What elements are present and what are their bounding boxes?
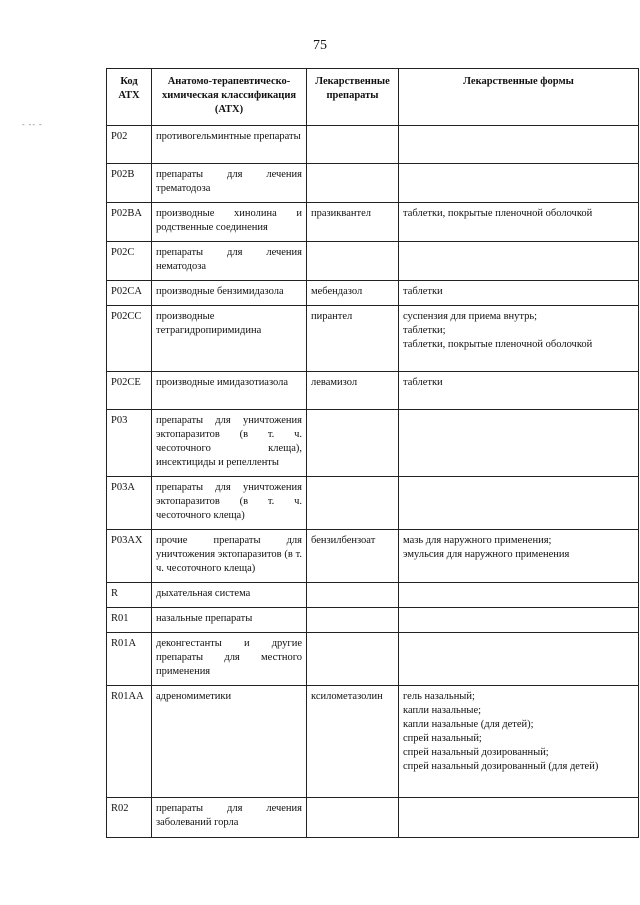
cell-code: P02CA	[107, 281, 152, 306]
table-row	[107, 798, 639, 838]
cell-forms	[399, 203, 639, 242]
dosage-form: таблетки;	[403, 325, 446, 336]
cell-forms	[399, 798, 639, 838]
dosage-form: спрей назальный дозированный;	[403, 747, 549, 758]
header-drugs: Лекарственные препараты	[307, 69, 399, 126]
cell-forms	[399, 608, 639, 633]
dosage-form: спрей назальный;	[403, 733, 482, 744]
cell-atc-name: производные хинолина и родственные соединения	[152, 203, 307, 242]
dosage-form: таблетки	[403, 377, 443, 388]
cell-code: R01A	[107, 633, 152, 686]
cell-atc-name: препараты для уничтожения эктопаразитов (в т. ч. чесоточного клеща)	[152, 477, 307, 530]
cell-code: P03AX	[107, 530, 152, 583]
scan-mark-left: - -- -	[22, 120, 43, 129]
dosage-form: спрей назальный дозированный (для детей)	[403, 761, 599, 772]
cell-atc-name: производные имидазотиазола	[152, 372, 307, 410]
cell-code: P02B	[107, 164, 152, 203]
cell-code: R01	[107, 608, 152, 633]
header-code: Код АТХ	[107, 69, 152, 126]
cell-code: P02	[107, 126, 152, 164]
cell-atc-name: адреномиметики	[152, 686, 307, 798]
cell-atc-name: препараты для уничтожения эктопаразитов (в т. ч. чесоточного клеща), инсектициды и репелленты	[152, 410, 307, 477]
dosage-form: таблетки, покрытые пленочной оболочкой	[403, 339, 593, 350]
cell-drug	[307, 633, 399, 686]
table-row	[107, 306, 639, 372]
cell-forms	[399, 530, 639, 583]
cell-drug: мебендазол	[307, 281, 399, 306]
table-row	[107, 164, 639, 203]
table-row	[107, 477, 639, 530]
cell-atc-name: прочие препараты для уничтожения эктопаразитов (в т. ч. чесоточного клеща)	[152, 530, 307, 583]
table-row	[107, 530, 639, 583]
header-forms: Лекарственные формы	[399, 69, 639, 126]
cell-drug	[307, 126, 399, 164]
table-row	[107, 583, 639, 608]
table-row	[107, 410, 639, 477]
dosage-form: таблетки, покрытые пленочной оболочкой	[403, 208, 593, 219]
cell-atc-name: препараты для лечения заболеваний горла	[152, 798, 307, 838]
dosage-form: гель назальный;	[403, 691, 475, 702]
cell-code: P03A	[107, 477, 152, 530]
dosage-form: капли назальные (для детей);	[403, 719, 534, 730]
cell-forms	[399, 633, 639, 686]
cell-atc-name: противогельминтные препараты	[152, 126, 307, 164]
atc-table	[106, 68, 639, 838]
cell-atc-name: препараты для лечения трематодоза	[152, 164, 307, 203]
cell-forms	[399, 242, 639, 281]
cell-atc-name: производные тетрагидропиримидина	[152, 306, 307, 372]
cell-code: P02C	[107, 242, 152, 281]
cell-forms	[399, 372, 639, 410]
cell-forms	[399, 686, 639, 798]
dosage-form: мазь для наружного применения;	[403, 535, 552, 546]
cell-drug: празиквантел	[307, 203, 399, 242]
cell-atc-name: производные бензимидазола	[152, 281, 307, 306]
cell-drug	[307, 164, 399, 203]
table-row	[107, 608, 639, 633]
table-row	[107, 633, 639, 686]
cell-code: P02CE	[107, 372, 152, 410]
dosage-form: эмульсия для наружного применения	[403, 549, 570, 560]
table-row	[107, 281, 639, 306]
table-row	[107, 686, 639, 798]
cell-code: P02BA	[107, 203, 152, 242]
cell-drug: бензилбензоат	[307, 530, 399, 583]
cell-drug	[307, 608, 399, 633]
cell-code: R02	[107, 798, 152, 838]
cell-forms	[399, 410, 639, 477]
cell-forms	[399, 583, 639, 608]
cell-forms	[399, 164, 639, 203]
table-body	[107, 126, 639, 838]
table-row	[107, 372, 639, 410]
cell-code: R01AA	[107, 686, 152, 798]
dosage-form: капли назальные;	[403, 705, 482, 716]
cell-drug	[307, 410, 399, 477]
table-row	[107, 203, 639, 242]
cell-drug: левамизол	[307, 372, 399, 410]
header-atc: Анатомо-терапевтическо-химическая классификация (АТХ)	[152, 69, 307, 126]
cell-code: P02CC	[107, 306, 152, 372]
cell-drug: ксилометазолин	[307, 686, 399, 798]
cell-forms	[399, 126, 639, 164]
cell-drug	[307, 798, 399, 838]
table-row	[107, 126, 639, 164]
cell-atc-name: дыхательная система	[152, 583, 307, 608]
cell-forms	[399, 477, 639, 530]
cell-drug	[307, 583, 399, 608]
page-number: 75	[313, 38, 327, 53]
table-header-row	[107, 69, 639, 126]
cell-atc-name: назальные препараты	[152, 608, 307, 633]
cell-code: R	[107, 583, 152, 608]
dosage-form: суспензия для приема внутрь;	[403, 311, 538, 322]
cell-drug	[307, 242, 399, 281]
cell-drug	[307, 477, 399, 530]
cell-code: P03	[107, 410, 152, 477]
cell-atc-name: деконгестанты и другие препараты для местного применения	[152, 633, 307, 686]
cell-drug: пирантел	[307, 306, 399, 372]
cell-forms	[399, 306, 639, 372]
dosage-form: таблетки	[403, 286, 443, 297]
cell-forms	[399, 281, 639, 306]
table-row	[107, 242, 639, 281]
cell-atc-name: препараты для лечения нематодоза	[152, 242, 307, 281]
